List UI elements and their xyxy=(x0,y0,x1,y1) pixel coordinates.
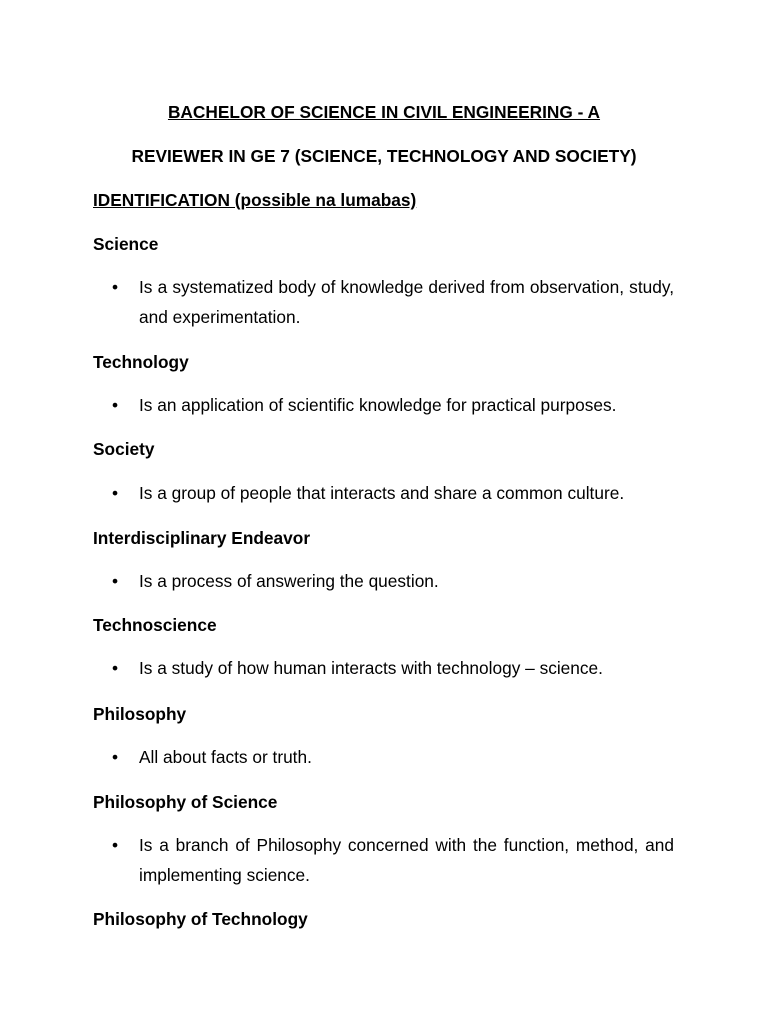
term-heading-technology: Technology xyxy=(93,352,189,372)
term-definition-science xyxy=(112,273,674,332)
definition-text: Is an application of scientific knowledge for practical purposes. xyxy=(139,395,617,415)
document-subtitle: REVIEWER IN GE 7 (SCIENCE, TECHNOLOGY AND SOCIETY) xyxy=(131,146,637,166)
term-heading-interdisciplinary-endeavor: Interdisciplinary Endeavor xyxy=(93,528,311,548)
term-definition-philosophy-of-science xyxy=(112,831,674,890)
bullet-icon: • xyxy=(112,571,119,591)
section-heading: IDENTIFICATION (possible na lumabas) xyxy=(93,190,417,210)
term-definition-technology xyxy=(112,391,674,421)
term-heading-society: Society xyxy=(93,439,155,459)
term-heading-philosophy-of-science: Philosophy of Science xyxy=(93,792,278,812)
bullet-icon: • xyxy=(112,747,119,767)
definition-text: Is a systematized body of knowledge derived from observation, study, and experimentation. xyxy=(139,277,674,327)
term-definition-philosophy xyxy=(112,743,674,773)
term-definition-interdisciplinary-endeavor xyxy=(112,567,674,597)
term-heading-technoscience: Technoscience xyxy=(93,615,217,635)
bullet-icon: • xyxy=(112,658,119,678)
definition-text: Is a study of how human interacts with technology – science. xyxy=(139,658,603,678)
term-definition-technoscience xyxy=(112,654,674,684)
bullet-icon: • xyxy=(112,277,119,297)
bullet-icon: • xyxy=(112,395,119,415)
definition-text: Is a group of people that interacts and share a common culture. xyxy=(139,483,625,503)
definition-text: Is a branch of Philosophy concerned with the function, method, and implementing science. xyxy=(139,835,674,885)
term-heading-philosophy: Philosophy xyxy=(93,704,187,724)
bullet-icon: • xyxy=(112,835,119,855)
definition-text: All about facts or truth. xyxy=(139,747,312,767)
definition-text: Is a process of answering the question. xyxy=(139,571,439,591)
document-title: BACHELOR OF SCIENCE IN CIVIL ENGINEERING - A xyxy=(167,102,601,122)
term-heading-science: Science xyxy=(93,234,159,254)
bullet-icon: • xyxy=(112,483,119,503)
term-definition-society xyxy=(112,479,674,509)
term-heading-philosophy-of-technology: Philosophy of Technology xyxy=(93,909,308,929)
